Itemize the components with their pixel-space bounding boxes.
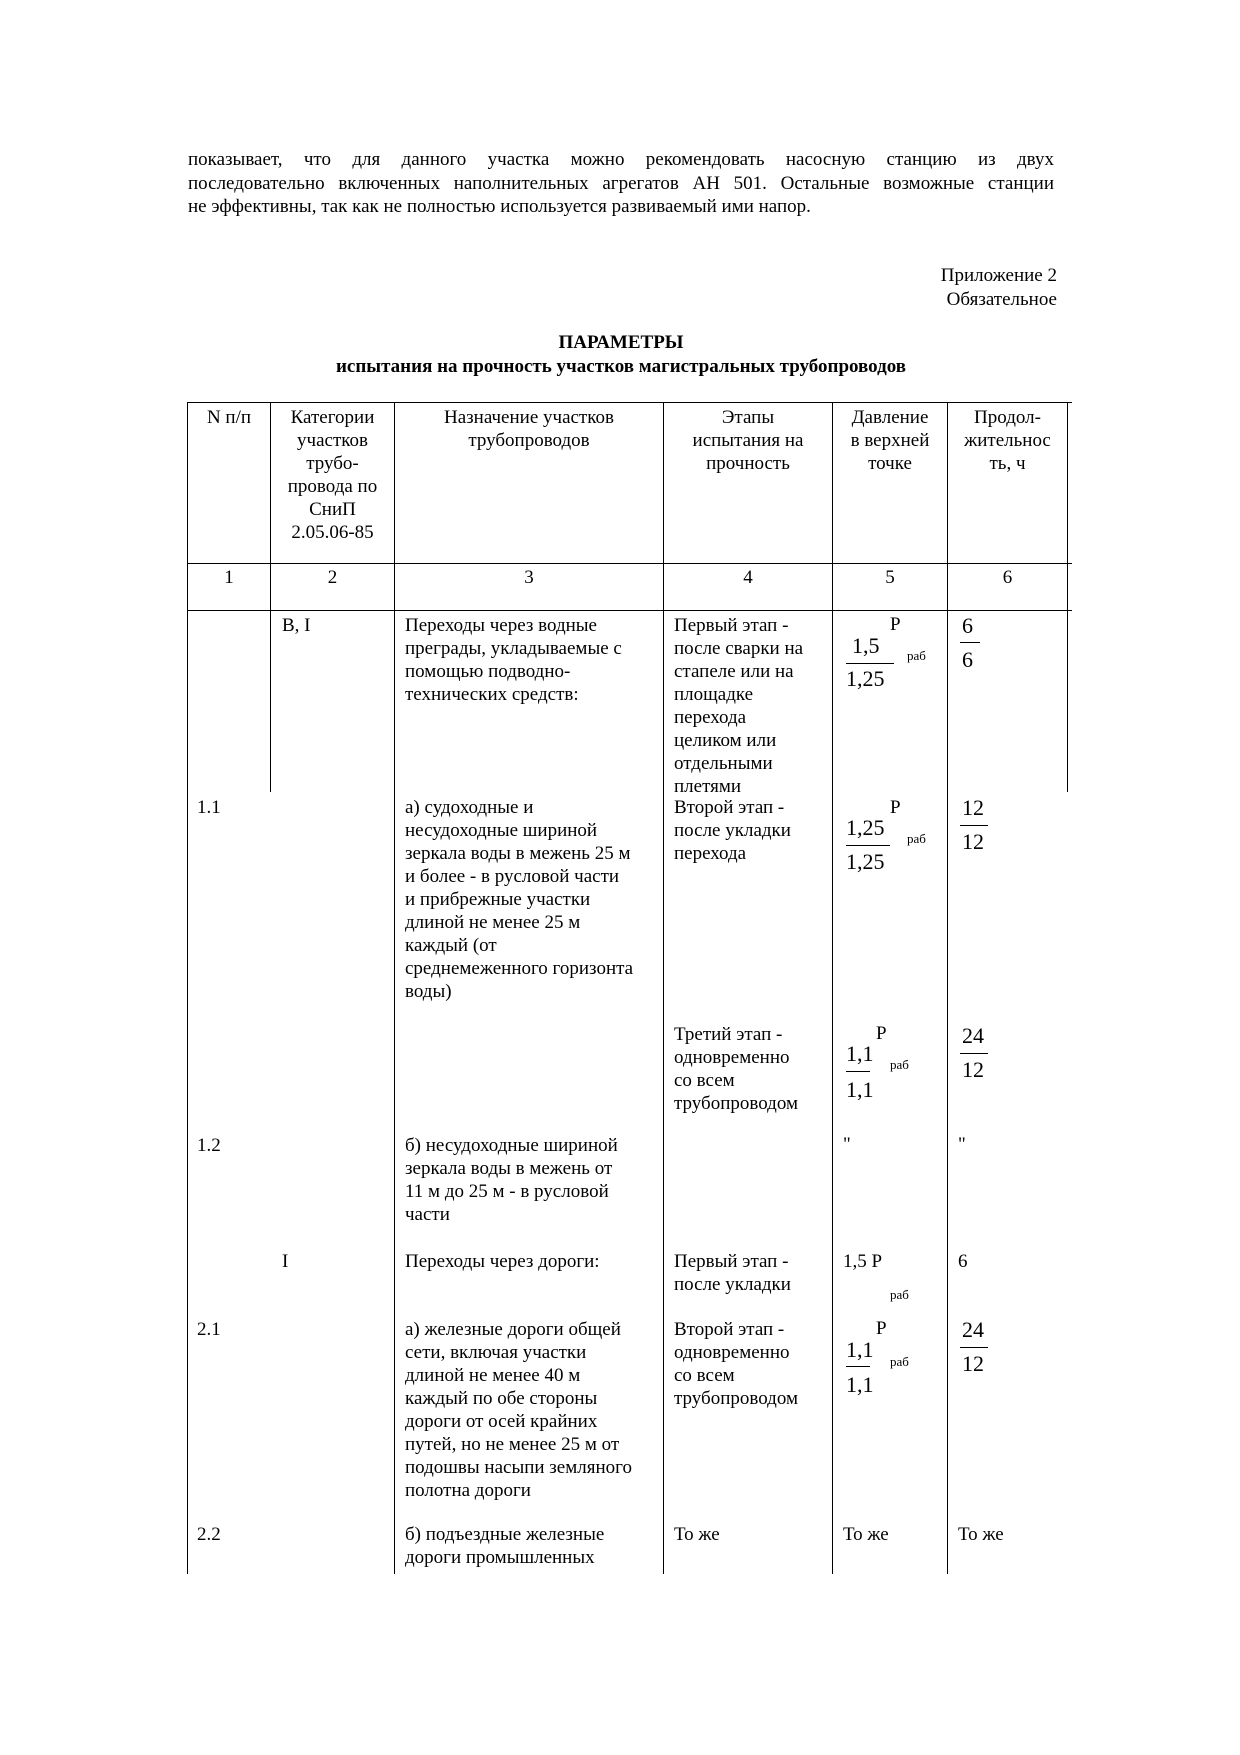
purpose-1-1	[405, 796, 633, 1003]
header-line: СниП	[309, 499, 356, 520]
duration-roads-1: 6	[958, 1251, 968, 1272]
cell-line: Третий этап -	[674, 1024, 783, 1045]
cell-line: со всем	[674, 1365, 735, 1386]
header-line: провода по	[287, 476, 378, 497]
appendix-number: Приложение 2	[940, 265, 1057, 286]
cell-line: Второй этап -	[674, 1319, 785, 1340]
header-line: трубо-	[306, 453, 359, 474]
cell-line: б) подъездные железные	[405, 1524, 605, 1545]
duration-denominator: 6	[962, 647, 973, 672]
cell-line: зеркала воды в межень от	[405, 1158, 613, 1179]
pressure-letter: Р	[890, 797, 901, 818]
cell-line: и прибрежные участки	[405, 889, 591, 910]
purpose-2-2	[405, 1523, 604, 1569]
row-number: 1.1	[197, 797, 221, 818]
intro-line: не эффективны, так как не полностью используется развиваемый ими напор.	[188, 196, 811, 217]
header-pressure	[833, 406, 947, 475]
cell-line: зеркала воды в межень 25 м	[405, 843, 631, 864]
cell-line: одновременно	[674, 1047, 790, 1068]
pressure-letter: Р	[876, 1318, 887, 1339]
duration-numerator: 6	[962, 613, 973, 638]
fraction-bar	[960, 642, 980, 643]
cell-line: Первый этап -	[674, 615, 789, 636]
duration-numerator: 24	[962, 1317, 984, 1342]
header-line: точке	[868, 453, 912, 474]
cell-line: среднемеженного горизонта	[405, 958, 634, 979]
fraction-bar	[960, 1053, 988, 1054]
cell-line: б) несудоходные шириной	[405, 1135, 618, 1156]
col-number: 6	[1002, 567, 1013, 588]
pressure-roads-1: 1,5 Р	[843, 1251, 883, 1272]
cell-line: каждый (от	[405, 935, 497, 956]
cell-line: 11 м до 25 м - в русловой	[405, 1181, 609, 1202]
intro-line: последовательно включенных наполнительных агрегатов АН 501. Остальные возможные станции	[188, 172, 1054, 194]
pressure-denominator: 1,1	[846, 1372, 874, 1397]
cell-line: дороги промышленных	[405, 1547, 595, 1568]
header-line: 2.05.06-85	[291, 522, 374, 543]
cell-line: Первый этап -	[674, 1251, 789, 1272]
duration-denominator: 12	[962, 829, 984, 854]
pressure-subscript: раб	[907, 648, 926, 663]
purpose-2-1	[405, 1318, 632, 1502]
cell-line: отдельными	[674, 753, 773, 774]
header-purpose	[395, 406, 663, 452]
cell-line: перехода	[674, 707, 747, 728]
col-number: 5	[885, 567, 895, 588]
pressure-denominator: 1,25	[846, 849, 885, 874]
ditto-mark-pressure: "	[843, 1134, 851, 1155]
pressure-letter: Р	[876, 1023, 887, 1044]
cell-line: одновременно	[674, 1342, 790, 1363]
pressure-subscript: раб	[890, 1354, 909, 1369]
stage-2	[674, 796, 791, 865]
cell-line: подошвы насыпи земляного	[405, 1457, 632, 1478]
stage-roads-1	[674, 1250, 791, 1296]
cell-line: после укладки	[674, 820, 791, 841]
cell-line: перехода	[674, 843, 747, 864]
cell-line: трубопроводом	[674, 1093, 798, 1114]
fraction-bar	[846, 1366, 870, 1367]
header-line: Назначение участков	[444, 407, 614, 428]
row-number: 2.2	[197, 1524, 221, 1545]
stage-roads-2	[674, 1318, 798, 1410]
cell-line: площадке	[674, 684, 754, 705]
fraction-bar	[846, 663, 894, 664]
category-roads: I	[282, 1251, 289, 1272]
header-line: Этапы	[721, 407, 775, 428]
cell-line: длиной не менее 40 м	[405, 1365, 581, 1386]
col-number: 4	[743, 567, 753, 588]
stage-same: То же	[674, 1524, 720, 1545]
pressure-numerator: 1,1	[846, 1337, 874, 1362]
pressure-numerator: 1,1	[846, 1041, 874, 1066]
pressure-subscript: раб	[907, 831, 926, 846]
cell-line: стапеле или на	[674, 661, 794, 682]
header-category	[271, 406, 394, 544]
cell-line: после сварки на	[674, 638, 804, 659]
header-line: ть, ч	[989, 453, 1026, 474]
cell-line: со всем	[674, 1070, 735, 1091]
table-border-right	[1067, 402, 1068, 792]
row-number: 1.2	[197, 1135, 221, 1156]
header-line: Давление	[851, 407, 929, 428]
cell-line: плетями	[674, 776, 742, 797]
cell-line: воды)	[405, 981, 452, 1002]
header-line: трубопроводов	[468, 430, 590, 451]
page-title: ПАРАМЕТРЫ	[558, 332, 684, 353]
cell-line: целиком или	[674, 730, 777, 751]
stage-3	[674, 1023, 798, 1115]
pressure-denominator: 1,1	[846, 1077, 874, 1102]
purpose-roads: Переходы через дороги:	[405, 1251, 600, 1272]
cell-line: длиной не менее 25 м	[405, 912, 581, 933]
pressure-numerator: 1,5	[852, 633, 880, 658]
header-divider	[187, 563, 1072, 564]
duration-numerator: 24	[962, 1023, 984, 1048]
pressure-same: То же	[843, 1524, 889, 1545]
numbers-divider	[187, 610, 1072, 611]
fraction-bar	[960, 1347, 988, 1348]
fraction-bar	[846, 1071, 870, 1072]
cell-line: помощью подводно-	[405, 661, 571, 682]
header-number: N п/п	[206, 407, 252, 428]
header-stages	[664, 406, 832, 475]
cell-line: после укладки	[674, 1274, 791, 1295]
header-line: Категории	[290, 407, 375, 428]
cell-line: технических средств:	[405, 684, 579, 705]
category-water: В, I	[282, 615, 311, 636]
header-line: прочность	[706, 453, 790, 474]
cell-line: полотна дороги	[405, 1480, 531, 1501]
col-number: 2	[327, 567, 338, 588]
cell-line: части	[405, 1204, 450, 1225]
cell-line: каждый по обе стороны	[405, 1388, 598, 1409]
cell-line: а) судоходные и	[405, 797, 534, 818]
appendix-label	[941, 264, 1057, 312]
pressure-subscript: раб	[890, 1057, 909, 1072]
header-duration	[948, 406, 1067, 475]
header-line: в верхней	[850, 430, 930, 451]
duration-numerator: 12	[962, 795, 984, 820]
cell-line: преграды, укладываемые с	[405, 638, 622, 659]
cell-line: Переходы через водные	[405, 615, 597, 636]
pressure-numerator: 1,25	[846, 815, 885, 840]
duration-denominator: 12	[962, 1057, 984, 1082]
purpose-1-2	[405, 1134, 618, 1226]
fraction-bar	[960, 825, 988, 826]
header-line: Продол-	[974, 407, 1041, 428]
col-number: 3	[524, 567, 534, 588]
duration-denominator: 12	[962, 1351, 984, 1376]
stage-1	[674, 614, 803, 798]
pressure-letter: Р	[890, 614, 901, 635]
intro-line: показывает, что для данного участка можно рекомендовать насосную станцию из двух	[188, 149, 1054, 170]
purpose-water	[405, 614, 622, 706]
appendix-status: Обязательное	[946, 289, 1057, 310]
header-line: жительнос	[964, 430, 1051, 451]
row-number: 2.1	[197, 1319, 221, 1340]
pressure-denominator: 1,25	[846, 666, 885, 691]
col-number: 1	[224, 567, 234, 588]
cell-line: сети, включая участки	[405, 1342, 587, 1363]
intro-paragraph	[188, 148, 1054, 219]
cell-line: Второй этап -	[674, 797, 785, 818]
cell-line: а) железные дороги общей	[405, 1319, 621, 1340]
cell-line: дороги от осей крайних	[405, 1411, 598, 1432]
table-top-border	[187, 402, 1072, 403]
duration-same: То же	[958, 1524, 1004, 1545]
page-subtitle: испытания на прочность участков магистральных трубопроводов	[335, 356, 907, 377]
pressure-subscript: раб	[890, 1287, 909, 1302]
header-line: испытания на	[692, 430, 804, 451]
ditto-mark-duration: "	[958, 1134, 966, 1155]
fraction-bar	[846, 845, 890, 846]
cell-line: несудоходные шириной	[405, 820, 598, 841]
cell-line: путей, но не менее 25 м от	[405, 1434, 620, 1455]
cell-line: и более - в русловой части	[405, 866, 620, 887]
cell-line: трубопроводом	[674, 1388, 798, 1409]
header-line: участков	[297, 430, 368, 451]
